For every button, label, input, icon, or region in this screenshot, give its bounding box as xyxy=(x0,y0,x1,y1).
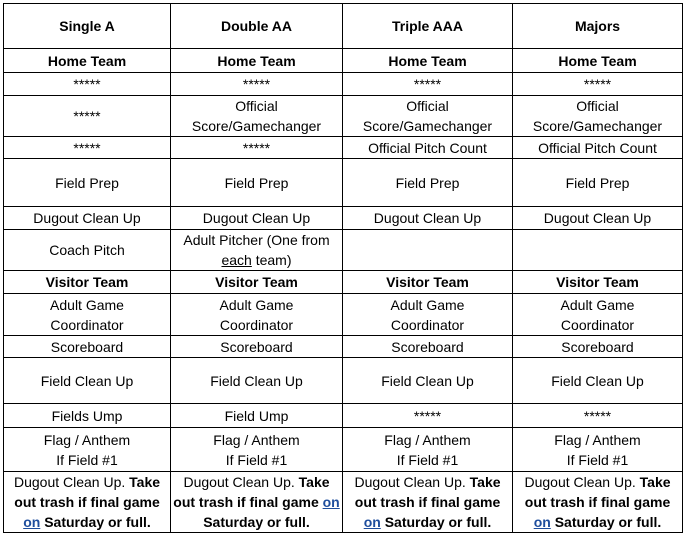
final-dugout-main: Dugout Clean Up. xyxy=(524,474,636,490)
scoreboard-cell: Scoreboard xyxy=(171,336,343,358)
final-dugout-main: Dugout Clean Up. xyxy=(354,474,466,490)
flag-anthem-cell xyxy=(171,428,343,472)
dugout-clean-up-cell: Dugout Clean Up xyxy=(343,207,513,230)
final-dugout-note-a: Take out trash if final game xyxy=(524,474,671,510)
field-prep-cell: Field Prep xyxy=(343,159,513,207)
visitor-team-label: Visitor Team xyxy=(343,271,513,294)
stars-cell: ***** xyxy=(343,404,513,428)
flag-anthem-line1: Flag / Anthem xyxy=(554,431,641,448)
official-score-line2: Score/Gamechanger xyxy=(191,118,322,134)
stars-cell: ***** xyxy=(171,73,343,96)
final-dugout-note-b: Saturday or full. xyxy=(40,514,151,530)
official-score-line1: Official xyxy=(576,98,619,114)
column-header-majors: Majors xyxy=(513,4,683,49)
stars-cell: ***** xyxy=(343,73,513,96)
table-row xyxy=(4,336,683,358)
coach-pitch-cell: Coach Pitch xyxy=(4,230,171,271)
stars-cell: ***** xyxy=(4,73,171,96)
visitor-team-label: Visitor Team xyxy=(4,271,171,294)
flag-anthem-line1: Flag / Anthem xyxy=(384,431,471,448)
field-clean-up-cell: Field Clean Up xyxy=(513,358,683,404)
table-row xyxy=(4,207,683,230)
stars-cell: ***** xyxy=(4,137,171,159)
final-dugout-note-b: Saturday or full. xyxy=(203,514,310,530)
column-header-single-a: Single A xyxy=(4,4,171,49)
column-header-triple-aaa: Triple AAA xyxy=(343,4,513,49)
dugout-clean-up-cell: Dugout Clean Up xyxy=(513,207,683,230)
official-score-line2: Score/Gamechanger xyxy=(532,118,663,134)
coordinator-cell xyxy=(343,294,513,336)
stars-cell: ***** xyxy=(513,404,683,428)
visitor-team-row xyxy=(4,271,683,294)
home-team-label: Home Team xyxy=(513,49,683,73)
coordinator-cell xyxy=(513,294,683,336)
table-row xyxy=(4,159,683,207)
table-row xyxy=(4,137,683,159)
field-prep-cell: Field Prep xyxy=(4,159,171,207)
flag-anthem-cell xyxy=(513,428,683,472)
field-clean-up-cell: Field Clean Up xyxy=(4,358,171,404)
flag-anthem-line2: If Field #1 xyxy=(396,451,459,468)
table-row xyxy=(4,472,683,533)
dugout-clean-up-cell: Dugout Clean Up xyxy=(4,207,171,230)
stars-cell: ***** xyxy=(513,73,683,96)
scoreboard-cell: Scoreboard xyxy=(513,336,683,358)
coordinator-line1: Adult Game xyxy=(390,296,465,313)
final-dugout-note-b: Saturday or full. xyxy=(380,514,492,530)
adult-pitcher-cell xyxy=(171,230,343,271)
final-dugout-on: on xyxy=(533,514,551,530)
pitch-count-cell: Official Pitch Count xyxy=(513,137,683,159)
final-dugout-cell xyxy=(4,472,171,533)
flag-anthem-line2: If Field #1 xyxy=(56,451,118,468)
official-score-line1: Official xyxy=(235,98,278,114)
adult-pitcher-suffix: team) xyxy=(251,252,292,268)
fields-ump-cell: Fields Ump xyxy=(4,404,171,428)
coordinator-line2: Coordinator xyxy=(219,316,294,333)
final-dugout-main: Dugout Clean Up. xyxy=(13,474,126,490)
coordinator-line2: Coordinator xyxy=(50,316,124,333)
home-team-label: Home Team xyxy=(171,49,343,73)
official-score-line1: Official xyxy=(406,98,449,114)
field-prep-cell: Field Prep xyxy=(171,159,343,207)
table-row xyxy=(4,294,683,336)
visitor-team-label: Visitor Team xyxy=(171,271,343,294)
table-row xyxy=(4,358,683,404)
scoreboard-cell: Scoreboard xyxy=(343,336,513,358)
final-dugout-on: on xyxy=(23,514,41,530)
table-row xyxy=(4,428,683,472)
final-dugout-note-a: Take out trash if final game xyxy=(354,474,501,510)
final-dugout-main: Dugout Clean Up. xyxy=(183,474,295,490)
pitch-count-cell: Official Pitch Count xyxy=(343,137,513,159)
flag-anthem-cell xyxy=(343,428,513,472)
stars-cell: ***** xyxy=(171,137,343,159)
final-dugout-cell xyxy=(513,472,683,533)
final-dugout-note-b: Saturday or full. xyxy=(550,514,662,530)
official-score-cell xyxy=(343,96,513,137)
coordinator-cell xyxy=(4,294,171,336)
official-score-line2: Score/Gamechanger xyxy=(362,118,493,134)
stars-cell: ***** xyxy=(4,96,171,137)
flag-anthem-line2: If Field #1 xyxy=(225,451,288,468)
scoreboard-cell: Scoreboard xyxy=(4,336,171,358)
header-row xyxy=(4,4,683,49)
home-team-label: Home Team xyxy=(4,49,171,73)
flag-anthem-cell xyxy=(4,428,171,472)
field-clean-up-cell: Field Clean Up xyxy=(171,358,343,404)
adult-pitcher-prefix: Adult Pitcher (One from xyxy=(183,232,330,248)
table-row xyxy=(4,404,683,428)
coordinator-line2: Coordinator xyxy=(390,316,465,333)
final-dugout-on: on xyxy=(322,494,340,510)
home-team-row xyxy=(4,49,683,73)
coordinator-line1: Adult Game xyxy=(50,296,124,313)
visitor-team-label: Visitor Team xyxy=(513,271,683,294)
adult-pitcher-each: each xyxy=(221,252,252,268)
official-score-cell xyxy=(171,96,343,137)
final-dugout-cell xyxy=(343,472,513,533)
coordinator-cell xyxy=(171,294,343,336)
empty-cell xyxy=(343,230,513,271)
flag-anthem-line1: Flag / Anthem xyxy=(213,431,300,448)
final-dugout-cell xyxy=(171,472,343,533)
duties-table xyxy=(3,3,683,533)
final-dugout-note-a: Take out trash if final game xyxy=(14,474,161,510)
coordinator-line1: Adult Game xyxy=(560,296,635,313)
column-header-double-aa: Double AA xyxy=(171,4,343,49)
flag-anthem-line2: If Field #1 xyxy=(566,451,629,468)
home-team-label: Home Team xyxy=(343,49,513,73)
table-row xyxy=(4,73,683,96)
final-dugout-on: on xyxy=(363,514,381,530)
coordinator-line2: Coordinator xyxy=(560,316,635,333)
official-score-cell xyxy=(513,96,683,137)
field-ump-cell: Field Ump xyxy=(171,404,343,428)
dugout-clean-up-cell: Dugout Clean Up xyxy=(171,207,343,230)
coordinator-line1: Adult Game xyxy=(219,296,294,313)
field-prep-cell: Field Prep xyxy=(513,159,683,207)
final-dugout-note-a: Take out trash if final game xyxy=(173,474,330,510)
table-row xyxy=(4,230,683,271)
flag-anthem-line1: Flag / Anthem xyxy=(43,431,131,448)
empty-cell xyxy=(513,230,683,271)
field-clean-up-cell: Field Clean Up xyxy=(343,358,513,404)
table-row xyxy=(4,96,683,137)
